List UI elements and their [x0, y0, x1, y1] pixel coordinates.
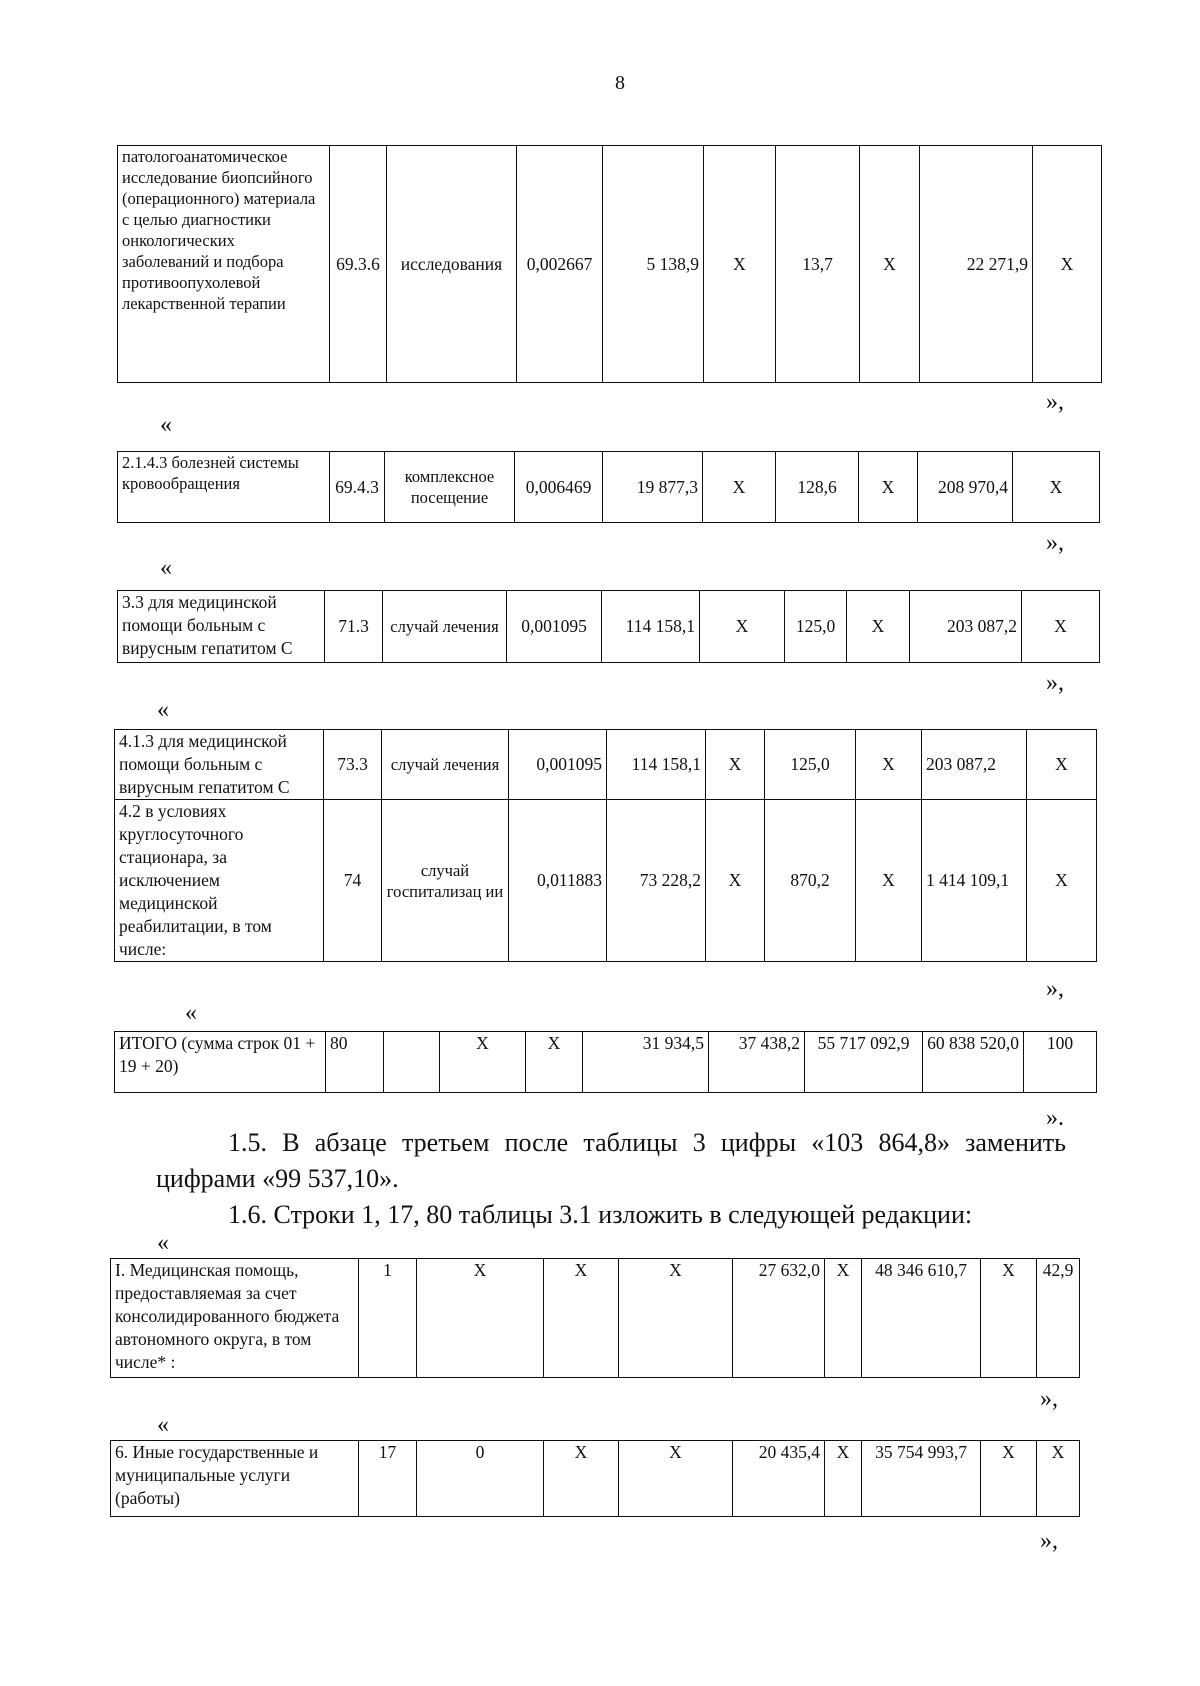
table-row-71-3	[117, 590, 1100, 663]
unit-cell: комплексное посещение	[385, 452, 515, 523]
total-cell: 208 970,4	[918, 452, 1013, 523]
x-cell: Х	[544, 1259, 619, 1378]
opening-quote: «	[160, 555, 172, 581]
paragraph-1-5: 1.5. В абзаце третьем после таблицы 3 цифры «103 864,8» заменить цифрами «99 537,10».	[156, 1128, 1066, 1193]
x-cell: Х	[706, 800, 765, 962]
x-cell: Х	[856, 800, 922, 962]
table-row	[111, 1259, 1080, 1378]
table-row	[118, 452, 1100, 523]
cost-cell: 114 158,1	[607, 730, 706, 800]
x-cell: Х	[856, 730, 922, 800]
row-code-cell: 80	[326, 1032, 384, 1093]
total-cell: 203 087,2	[910, 591, 1022, 663]
closing-quote: »,	[1046, 976, 1064, 1002]
closing-quote: »,	[1046, 530, 1064, 556]
table-row-17	[110, 1440, 1080, 1517]
x-cell: Х	[704, 146, 776, 383]
x-cell: Х	[825, 1441, 862, 1517]
per-capita-cell: 20 435,4	[733, 1441, 825, 1517]
opening-quote: «	[157, 1230, 169, 1256]
closing-quote: »,	[1040, 1386, 1058, 1412]
x-cell: Х	[703, 452, 776, 523]
row-code-cell: 69.3.6	[330, 146, 387, 383]
x-cell: Х	[981, 1441, 1037, 1517]
x-cell: Х	[1027, 800, 1097, 962]
unit-cell: случай госпитализац ии	[382, 800, 509, 962]
closing-quote: ».	[1046, 1105, 1064, 1131]
table-row	[118, 146, 1102, 383]
row-name-cell: патологоанатомическое исследование биопсийного (операционного) материала с целью диагностики онкологических заболеваний и подбора противоопухолевой лекарственной терапии	[118, 146, 330, 383]
per-capita-cell: 125,0	[785, 591, 847, 663]
percent-cell: 42,9	[1037, 1259, 1080, 1378]
opening-quote: «	[157, 1412, 169, 1438]
cost-cell: 73 228,2	[607, 800, 706, 962]
table-row	[111, 1441, 1080, 1517]
x-cell: Х	[860, 146, 920, 383]
table-row-69-3-6	[117, 145, 1102, 383]
volume-cell: 0,006469	[515, 452, 603, 523]
row-name-cell: 4.1.3 для медицинской помощи больным с вирусным гепатитом С	[115, 730, 324, 800]
x-cell: Х	[1022, 591, 1100, 663]
x-cell: Х	[417, 1259, 544, 1378]
row-name-cell: 2.1.4.3 болезней системы кровообращения	[118, 452, 330, 523]
row-code-cell: 71.3	[325, 591, 383, 663]
opening-quote: «	[185, 1000, 197, 1026]
x-cell: Х	[859, 452, 918, 523]
table-row-69-4-3	[117, 451, 1100, 523]
total-cell: 35 754 993,7	[862, 1441, 981, 1517]
row-name-cell: 6. Иные государственные и муниципальные услуги (работы)	[111, 1441, 359, 1517]
opening-quote: «	[160, 412, 172, 438]
volume-cell: 0,011883	[509, 800, 607, 962]
paragraph-1-6: 1.6. Строки 1, 17, 80 таблицы 3.1 изложить в следующей редакции:	[228, 1200, 973, 1229]
cost-cell: 5 138,9	[603, 146, 704, 383]
total-cell: 48 346 610,7	[862, 1259, 981, 1378]
total-cell: 60 838 520,0	[923, 1032, 1024, 1093]
cost-cell: 19 877,3	[603, 452, 703, 523]
x-cell: Х	[1027, 730, 1097, 800]
row-name-cell: ИТОГО (сумма строк 01 + 19 + 20)	[115, 1032, 326, 1093]
cost-cell: 114 158,1	[602, 591, 700, 663]
total-cell: 22 271,9	[920, 146, 1033, 383]
row-name-cell: I. Медицинская помощь, предоставляемая за счет консолидированного бюджета автономного округа, в том числе* :	[111, 1259, 359, 1378]
unit-cell: случай лечения	[383, 591, 507, 663]
table-row-1	[110, 1258, 1080, 1378]
row-name-cell: 3.3 для медицинской помощи больным с вирусным гепатитом С	[118, 591, 325, 663]
x-cell: Х	[440, 1032, 526, 1093]
volume-cell: 0,001095	[509, 730, 607, 800]
per-capita-cell: 870,2	[765, 800, 856, 962]
opening-quote: «	[157, 697, 169, 723]
x-cell: Х	[1033, 146, 1102, 383]
x-cell: Х	[1013, 452, 1100, 523]
per-capita-cell: 128,6	[776, 452, 859, 523]
closing-quote: »,	[1046, 670, 1064, 696]
total-cell: 55 717 092,9	[805, 1032, 923, 1093]
x-cell: Х	[1037, 1441, 1080, 1517]
row-code-cell: 74	[324, 800, 382, 962]
table-row	[118, 591, 1100, 663]
per-capita-cell: 31 934,5	[583, 1032, 709, 1093]
table-row-itogo-80	[114, 1031, 1097, 1093]
x-cell: Х	[526, 1032, 583, 1093]
table-row	[115, 730, 1097, 800]
percent-cell: 100	[1024, 1032, 1097, 1093]
row-code-cell: 69.4.3	[330, 452, 385, 523]
x-cell: Х	[981, 1259, 1037, 1378]
zero-cell: 0	[417, 1441, 544, 1517]
x-cell: Х	[706, 730, 765, 800]
row-code-cell: 17	[359, 1441, 417, 1517]
closing-quote: »,	[1046, 389, 1064, 415]
x-cell: Х	[847, 591, 910, 663]
x-cell: Х	[825, 1259, 862, 1378]
per-capita-cell: 125,0	[765, 730, 856, 800]
row-code-cell: 73.3	[324, 730, 382, 800]
volume-cell: 0,002667	[517, 146, 603, 383]
x-cell: Х	[544, 1441, 619, 1517]
per-capita-cell: 37 438,2	[709, 1032, 805, 1093]
row-name-cell: 4.2 в условиях круглосуточного стационара, за исключением медицинской реабилитации, в том числе:	[115, 800, 324, 962]
per-capita-cell: 27 632,0	[733, 1259, 825, 1378]
total-cell: 203 087,2	[922, 730, 1027, 800]
table-rows-73-3-and-74	[114, 729, 1097, 962]
table-row	[115, 1032, 1097, 1093]
x-cell: Х	[619, 1259, 733, 1378]
unit-cell: случай лечения	[382, 730, 509, 800]
closing-quote: »,	[1040, 1528, 1058, 1554]
x-cell: Х	[700, 591, 785, 663]
per-capita-cell: 13,7	[776, 146, 860, 383]
volume-cell: 0,001095	[507, 591, 602, 663]
x-cell: Х	[619, 1441, 733, 1517]
table-row	[115, 800, 1097, 962]
row-code-cell: 1	[359, 1259, 417, 1378]
total-cell: 1 414 109,1	[922, 800, 1027, 962]
unit-cell: исследования	[387, 146, 517, 383]
empty-cell	[384, 1032, 440, 1093]
page-number: 8	[615, 72, 625, 94]
